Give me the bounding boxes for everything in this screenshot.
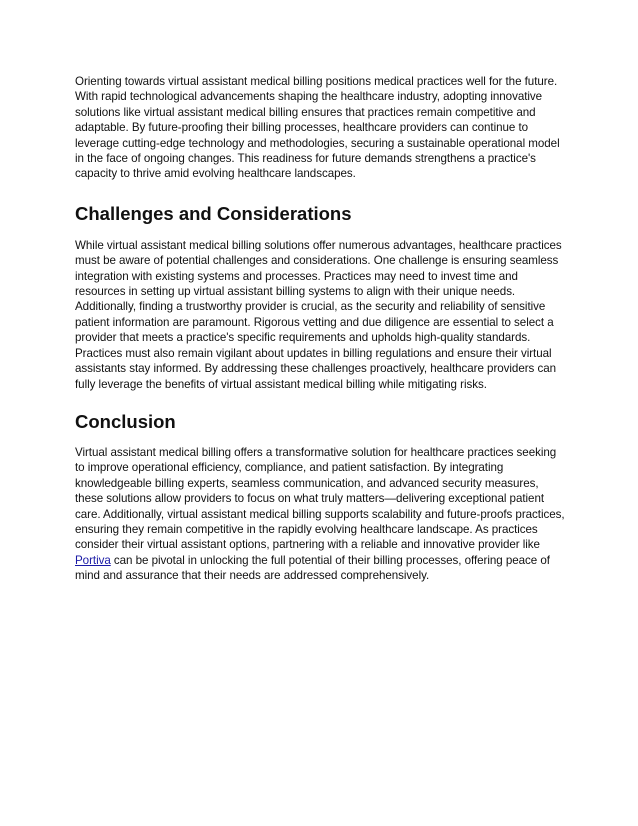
conclusion-text-after-link: can be pivotal in unlocking the full potential of their billing processes, offering peace of mind and assurance that their needs are addressed comprehensively.	[75, 553, 550, 583]
intro-paragraph: Orienting towards virtual assistant medical billing positions medical practices well for the future. With rapid technological advancements shaping the healthcare industry, adopting innovative solutions like virtual assistant medical billing ensures that practices remain competitive and adaptable. By future-proofing their billing processes, healthcare providers can continue to leverage cutting-edge technology and methodologies, securing a sustainable operational model in the face of ongoing changes. This readiness for future demands strengthens a practice's capacity to thrive amid evolving healthcare landscapes.	[75, 75, 560, 181]
document-page	[75, 74, 565, 584]
conclusion-heading: Conclusion	[75, 410, 176, 432]
conclusion-text-before-link: Virtual assistant medical billing offers a transformative solution for healthcare practices seeking to improve operational efficiency, compliance, and patient satisfaction. By integrating knowledgeable billing experts, seamless communication, and advanced security measures, these solutions allow providers to focus on what truly matters—delivering exceptional patient care. Additionally, virtual assistant medical billing supports scalability and future-proofs practices, ensuring they remain competitive in the rapidly evolving healthcare landscape. As practices consider their virtual assistant options, partnering with a reliable and innovative provider like	[75, 445, 565, 552]
challenges-heading: Challenges and Considerations	[75, 202, 352, 224]
conclusion-paragraph	[75, 445, 565, 584]
portiva-link[interactable]: Portiva	[75, 553, 111, 567]
challenges-paragraph: While virtual assistant medical billing solutions offer numerous advantages, healthcare practices must be aware of potential challenges and considerations. One challenge is ensuring seamless integration with existing systems and processes. Practices may need to invest time and resources in setting up virtual assistant billing systems to align with their unique needs. Additionally, finding a trustworthy provider is crucial, as the security and reliability of sensitive patient information are paramount. Rigorous vetting and due diligence are essential to select a provider that meets a practice's specific requirements and upholds high-quality standards. Practices must also remain vigilant about updates in billing regulations and ensure their virtual assistants stay informed. By addressing these challenges proactively, healthcare providers can fully leverage the benefits of virtual assistant medical billing while mitigating risks.	[75, 238, 562, 391]
